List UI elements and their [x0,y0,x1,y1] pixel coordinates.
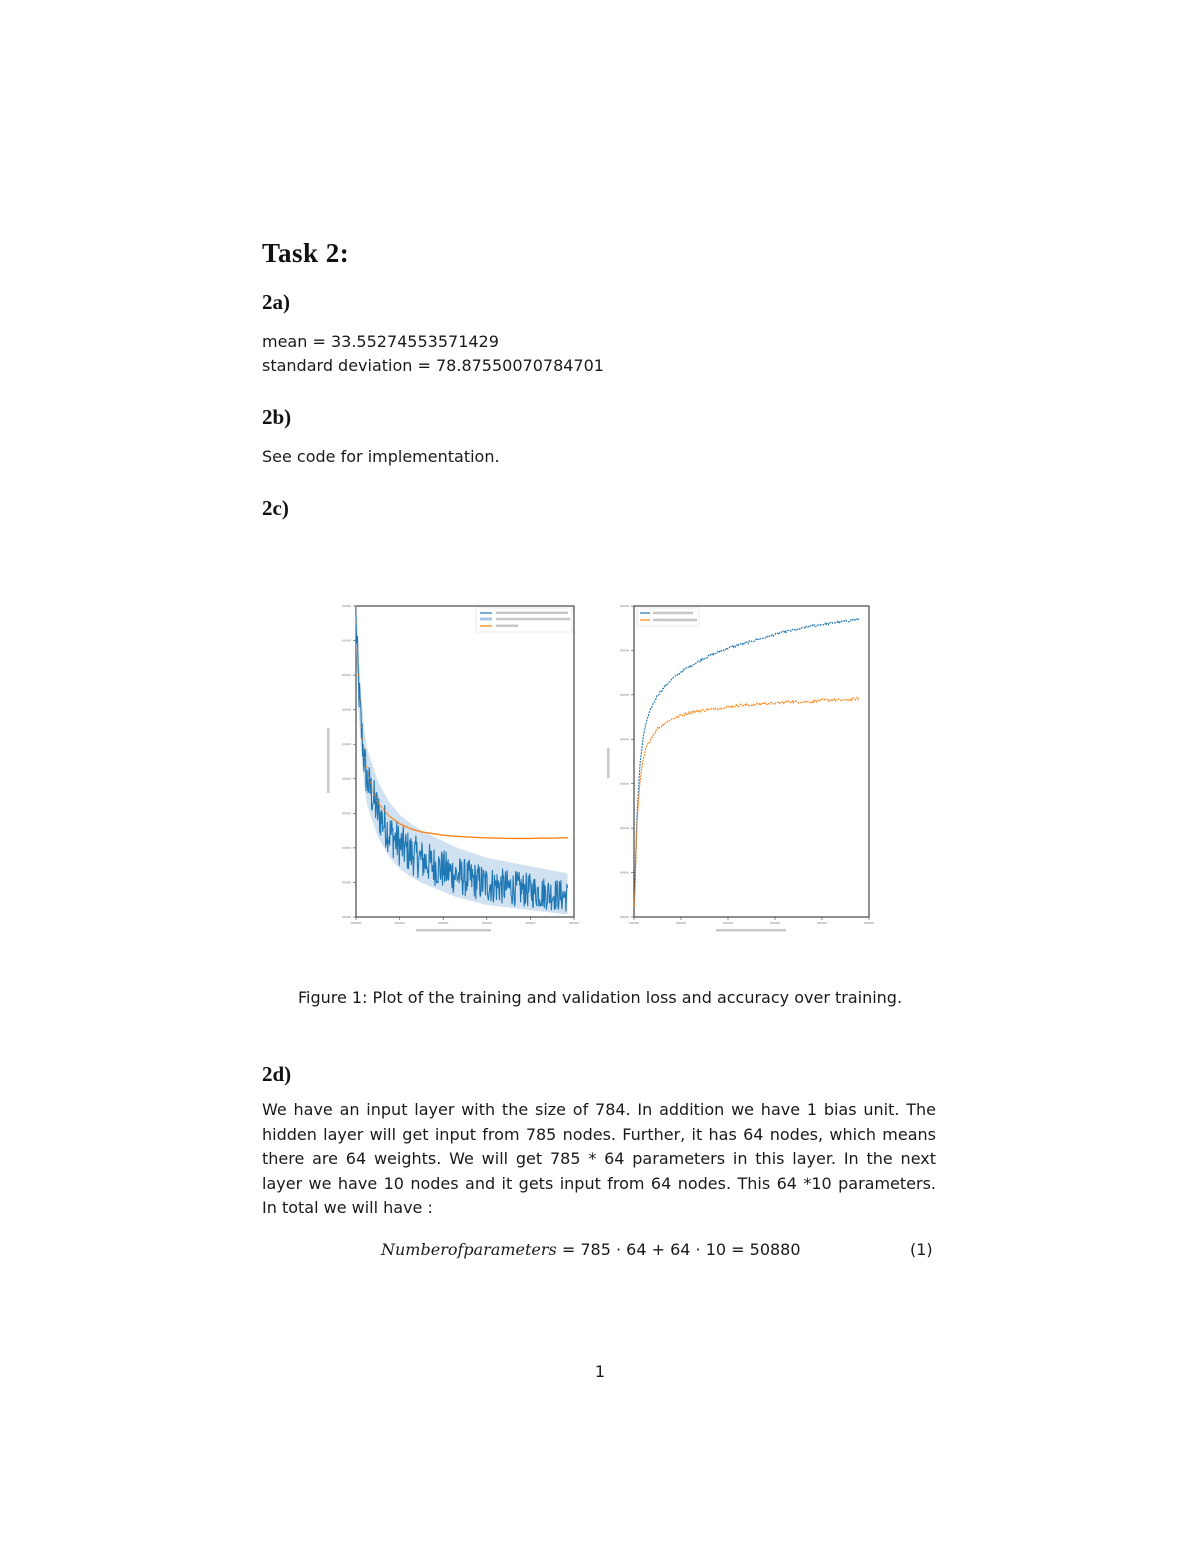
x-tick-label [395,922,405,924]
validation-loss-point [394,819,396,821]
validation-loss-point [387,814,389,816]
y-tick-label [620,872,629,874]
section-2a-body [262,330,604,377]
validation-loss-point [362,738,364,740]
validation-loss-point [382,807,384,809]
section-2b-heading: 2b) [262,405,292,429]
validation-loss-point [359,700,361,702]
validation-loss-point [384,810,386,812]
validation-loss-point [357,648,359,650]
validation-loss-point [397,822,399,824]
y-tick-label [620,783,629,785]
training-loss-line [356,615,567,911]
accuracy-legend-text-2 [653,619,697,622]
accuracy-ticks [620,605,874,924]
validation-loss-point [360,726,362,728]
validation-loss-point [395,820,397,822]
loss-legend-swatch-2 [480,618,492,621]
x-tick-label [482,922,492,924]
figure-plots [326,598,874,943]
x-tick-label [864,922,874,924]
validation-loss-point [375,797,377,799]
loss-panel [327,605,579,932]
section-2c-heading: 2c) [262,496,289,520]
loss-legend-text-1 [496,612,568,615]
loss-xlabel [416,929,491,932]
y-tick-label [620,827,629,829]
validation-loss-point [380,806,382,808]
validation-loss-point [390,816,392,818]
x-tick-label [770,922,780,924]
y-tick-label [342,640,351,642]
validation-loss-point [420,831,422,833]
training-accuracy-line [634,618,858,904]
validation-accuracy-line [634,697,858,905]
page-number: 1 [594,1362,606,1381]
validation-loss-point [379,804,381,806]
validation-loss-point [396,821,398,823]
accuracy-panel [607,605,874,932]
validation-loss-point [376,800,378,802]
validation-loss-point [392,818,394,820]
validation-loss-point [355,622,357,624]
y-tick-label [342,778,351,780]
y-tick-label [342,916,351,918]
y-tick-label [620,694,629,696]
validation-loss-point [371,787,373,789]
validation-loss-point [378,802,380,804]
validation-loss-point [368,777,370,779]
equation-rhs: = 785 · 64 + 64 · 10 = 50880 [561,1240,801,1259]
y-tick-label [620,738,629,740]
y-tick-label [342,709,351,711]
std-line: standard deviation = 78.87550070784701 [262,355,604,375]
y-tick-label [342,881,351,883]
y-tick-label [342,674,351,676]
validation-loss-point [388,815,390,817]
loss-ylabel [327,728,330,793]
validation-loss-point [391,817,393,819]
validation-loss-point [567,837,569,839]
x-tick-label [817,922,827,924]
x-tick-label [569,922,579,924]
loss-legend-text-3 [496,625,518,628]
figure-caption: Figure 1: Plot of the training and validation loss and accuracy over training. [297,988,903,1007]
x-tick-label [438,922,448,924]
x-tick-label [525,922,535,924]
equation [381,1240,801,1259]
accuracy-lines [634,618,858,905]
validation-loss-point [366,767,368,769]
equation-number: (1) [910,1240,933,1259]
validation-loss-point [370,782,372,784]
validation-loss-point [364,757,366,759]
validation-loss-point [374,794,376,796]
section-2d-paragraph: We have an input layer with the size of 784. In addition we have 1 bias unit. The hidden layer will get input from 785 nodes. Further, it has 64 nodes, which means there are 64 weights. We will get 785 * 64 parameters in this layer. In the next layer we have 10 nodes and it gets input from 64 nodes. This 64 *10 parameters. In total we will have : [262,1100,936,1217]
x-tick-label [723,922,733,924]
loss-lines [355,615,568,911]
accuracy-ylabel [607,748,610,778]
y-tick-label [620,605,629,607]
x-tick-label [676,922,686,924]
accuracy-legend [637,608,699,626]
section-2a-heading: 2a) [262,290,290,314]
y-tick-label [620,649,629,651]
section-2d-heading: 2d) [262,1062,292,1086]
validation-loss-point [367,772,369,774]
validation-loss-point [372,791,374,793]
validation-loss-point [386,812,388,814]
loss-legend-text-2 [496,618,570,621]
y-tick-label [342,847,351,849]
accuracy-legend-text-1 [653,612,693,615]
figure-1 [326,598,874,943]
y-tick-label [342,605,351,607]
x-tick-label [351,922,361,924]
accuracy-xlabel [716,929,786,932]
y-tick-label [342,743,351,745]
x-tick-label [629,922,639,924]
section-2b-body: See code for implementation. [262,447,500,466]
y-tick-label [620,916,629,918]
validation-loss-point [363,747,365,749]
mean-line: mean = 33.55274553571429 [262,332,499,351]
task-heading: Task 2: [262,238,350,268]
validation-loss-point [358,674,360,676]
y-tick-label [342,812,351,814]
equation-lhs: Numberofparameters [381,1240,557,1259]
validation-loss-point [383,809,385,811]
accuracy-axes-frame [634,606,869,917]
